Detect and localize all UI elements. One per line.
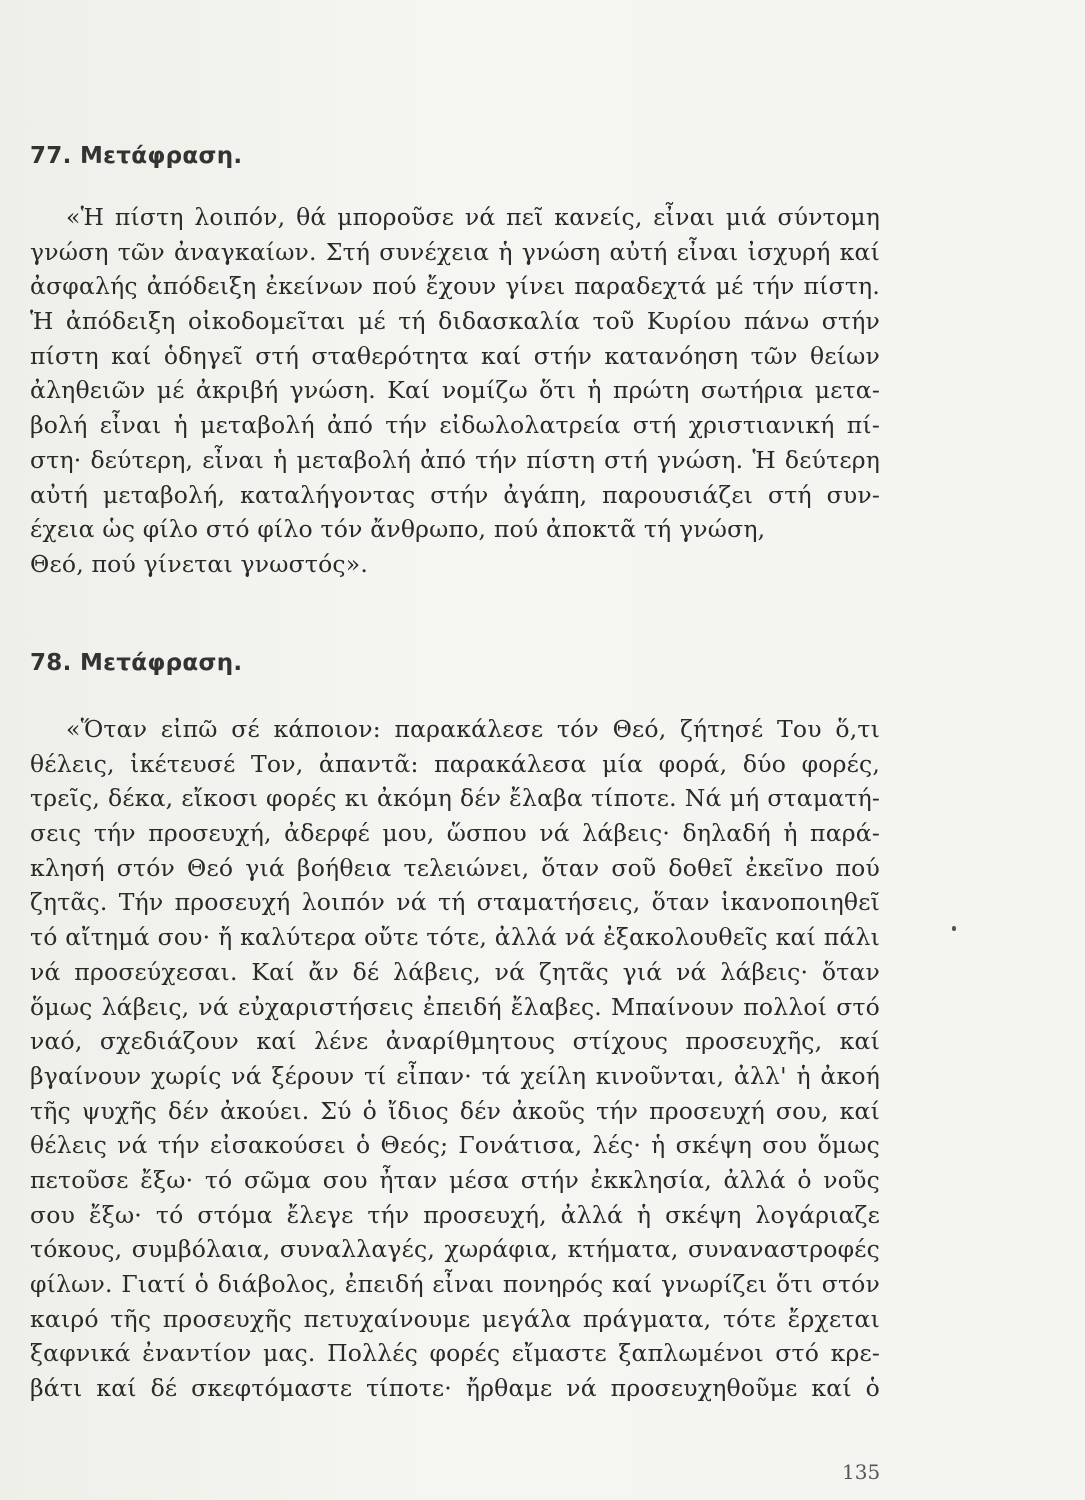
text-line: θέλεις, ἱκέτευσέ Τον, ἀπαντᾶ: παρακάλεσα μία φορά, δύο φορές,: [30, 749, 880, 778]
text-line: ἀσφαλής ἀπόδειξη ἐκείνων πού ἔχουν γίνει παραδεχτά μέ τήν πίστη.: [30, 272, 880, 301]
ink-speck: [952, 926, 956, 931]
text-line: τρεῖς, δέκα, εἴκοσι φορές κι ἀκόμη δέν ἔλαβα τίποτε. Νά μή σταματή-: [30, 784, 880, 813]
section-77-heading: 77. Μετάφραση.: [30, 143, 243, 169]
text-line: τό αἴτημά σου· ἤ καλύτερα οὔτε τότε, ἀλλά νά ἐξακολουθεῖς καί πάλι: [30, 923, 880, 952]
text-line: ζητᾶς. Τήν προσευχή λοιπόν νά τή σταματήσεις, ὅταν ἱκανοποιηθεῖ: [30, 888, 880, 917]
text-line: Θεό, πού γίνεται γνωστός».: [30, 549, 369, 578]
text-line: αὐτή μεταβολή, καταλήγοντας στήν ἀγάπη, παρουσιάζει στή συν-: [30, 480, 880, 509]
text-line: βγαίνουν χωρίς νά ξέρουν τί εἶπαν· τά χείλη κινοῦνται, ἀλλ' ἡ ἀκοή: [30, 1061, 880, 1090]
text-line: σου ἔξω· τό στόμα ἔλεγε τήν προσευχή, ἀλλά ἡ σκέψη λογάριαζε: [30, 1200, 880, 1229]
text-line: «Ὅταν εἰπῶ σέ κάποιον: παρακάλεσε τόν Θεό, ζήτησέ Του ὅ,τι: [66, 715, 880, 743]
section-78-text: [30, 712, 880, 1406]
section-77-text: [30, 200, 880, 582]
text-line: τόκους, συμβόλαια, συναλλαγές, χωράφια, κτήματα, συναναστροφές: [30, 1235, 880, 1264]
text-line: πίστη καί ὁδηγεῖ στή σταθερότητα καί στήν κατανόηση τῶν θείων: [30, 341, 880, 370]
text-line: ὅμως λάβεις, νά εὐχαριστήσεις ἐπειδή ἔλαβες. Μπαίνουν πολλοί στό: [30, 992, 880, 1021]
text-line: καιρό τῆς προσευχῆς πετυχαίνουμε μεγάλα πράγματα, τότε ἔρχεται: [30, 1304, 880, 1333]
text-line: σεις τήν προσευχή, ἀδερφέ μου, ὥσπου νά λάβεις· δηλαδή ἡ παρά-: [30, 819, 880, 848]
text-line: θέλεις νά τήν εἰσακούσει ὁ Θεός; Γονάτισα, λές· ἡ σκέψη σου ὅμως: [30, 1131, 880, 1160]
text-line: πετοῦσε ἔξω· τό σῶμα σου ἦταν μέσα στήν ἐκκλησία, ἀλλά ὁ νοῦς: [30, 1165, 880, 1194]
text-line: στη· δεύτερη, εἶναι ἡ μεταβολή ἀπό τήν πίστη στή γνώση. Ἡ δεύτερη: [30, 445, 880, 474]
text-line: βάτι καί δέ σκεφτόμαστε τίποτε· ἤρθαμε νά προσευχηθοῦμε καί ὁ: [30, 1374, 880, 1403]
section-78-heading: 78. Μετάφραση.: [30, 650, 243, 676]
text-line: κλησή στόν Θεό γιά βοήθεια τελειώνει, ὅταν σοῦ δοθεῖ ἐκεῖνο πού: [30, 853, 880, 882]
text-line: τῆς ψυχῆς δέν ἀκούει. Σύ ὁ ἴδιος δέν ἀκοῦς τήν προσευχή σου, καί: [30, 1096, 880, 1125]
text-line: ξαφνικά ἐναντίον μας. Πολλές φορές εἴμαστε ξαπλωμένοι στό κρε-: [30, 1339, 880, 1368]
text-line: νά προσεύχεσαι. Καί ἄν δέ λάβεις, νά ζητᾶς γιά νά λάβεις· ὅταν: [30, 957, 880, 986]
page-number: 135: [842, 1460, 881, 1484]
text-line: έχεια ὡς φίλο στό φίλο τόν ἄνθρωπο, πού ἀποκτᾶ τή γνώση,: [30, 515, 766, 544]
text-line: «Ἡ πίστη λοιπόν, θά μποροῦσε νά πεῖ κανείς, εἶναι μιά σύντομη: [66, 203, 880, 231]
text-line: ναό, σχεδιάζουν καί λένε ἀναρίθμητους στίχους προσευχῆς, καί: [30, 1027, 880, 1056]
text-line: Ἡ ἀπόδειξη οἰκοδομεῖται μέ τή διδασκαλία τοῦ Κυρίου πάνω στήν: [30, 307, 880, 336]
text-line: φίλων. Γιατί ὁ διάβολος, ἐπειδή εἶναι πονηρός καί γνωρίζει ὅτι στόν: [30, 1270, 880, 1298]
text-line: γνώση τῶν ἀναγκαίων. Στή συνέχεια ἡ γνώση αὐτή εἶναι ἰσχυρή καί: [30, 237, 880, 266]
text-line: βολή εἶναι ἡ μεταβολή ἀπό τήν εἰδωλολατρεία στή χριστιανική πί-: [30, 411, 880, 440]
text-line: ἀληθειῶν μέ ἀκριβή γνώση. Καί νομίζω ὅτι ἡ πρώτη σωτήρια μετα-: [30, 376, 880, 405]
